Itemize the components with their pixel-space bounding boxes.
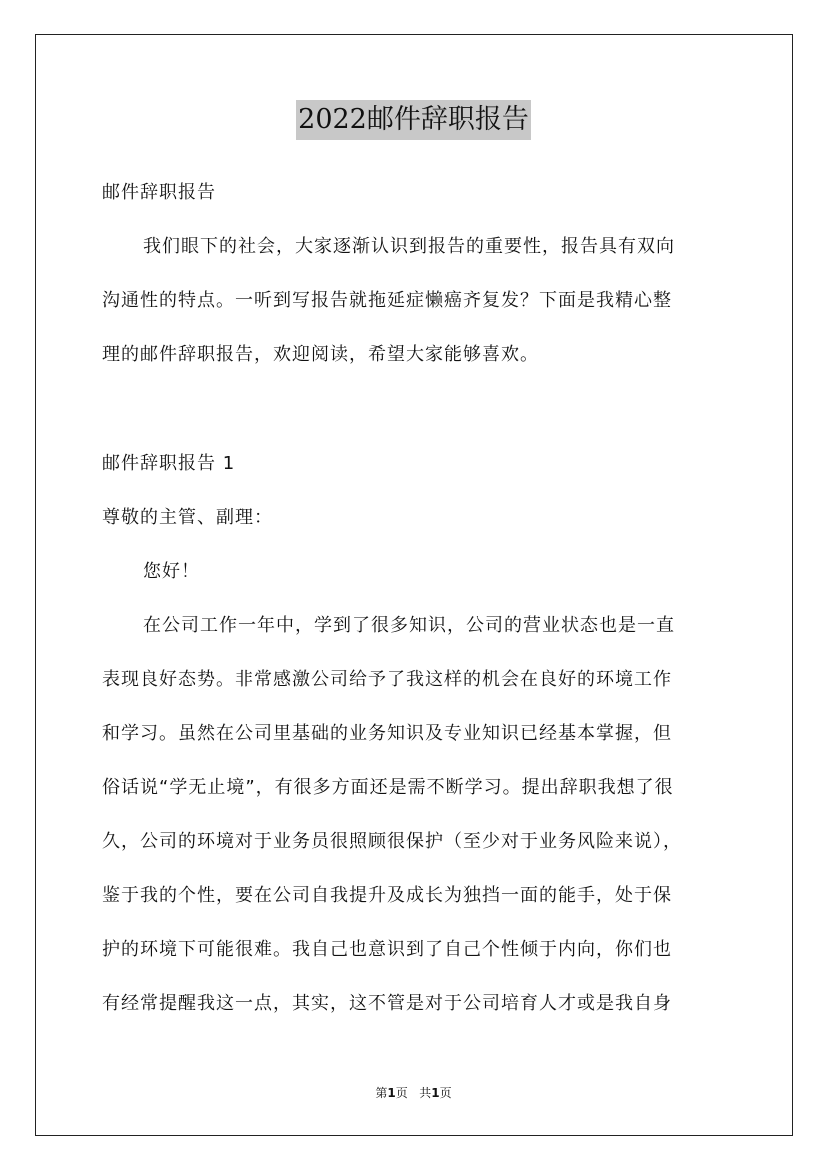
paragraph-line: 沟通性的特点。一听到写报告就拖延症懒癌齐复发？下面是我精心整 bbox=[102, 290, 672, 311]
salutation: 尊敬的主管、副理： bbox=[102, 507, 273, 528]
paragraph-line: 有经常提醒我这一点，其实，这不管是对于公司培育人才或是我自身 bbox=[102, 993, 672, 1014]
paragraph-line: 和学习。虽然在公司里基础的业务知识及专业知识已经基本掌握，但 bbox=[102, 723, 672, 744]
document-title-wrap bbox=[0, 100, 827, 140]
paragraph-line: 鉴于我的个性，要在公司自我提升及成长为独挡一面的能手，处于保 bbox=[102, 885, 672, 906]
paragraph-line: 护的环境下可能很难。我自己也意识到了自己个性倾于内向，你们也 bbox=[102, 939, 672, 960]
paragraph-line: 我们眼下的社会，大家逐渐认识到报告的重要性，报告具有双向 bbox=[143, 236, 675, 257]
document-title: 2022邮件辞职报告 bbox=[296, 100, 531, 140]
section-heading: 邮件辞职报告 bbox=[102, 182, 216, 203]
paragraph-line: 俗话说“学无止境”，有很多方面还是需不断学习。提出辞职我想了很 bbox=[102, 777, 674, 798]
paragraph-line: 久，公司的环境对于业务员很照顾很保护（至少对于业务风险来说）， bbox=[102, 831, 682, 852]
page-suffix: 页 bbox=[395, 1086, 408, 1100]
page-number: 1 bbox=[387, 1086, 396, 1100]
total-pages: 1 bbox=[431, 1086, 440, 1100]
paragraph-line: 理的邮件辞职报告，欢迎阅读，希望大家能够喜欢。 bbox=[102, 344, 539, 365]
section-heading: 邮件辞职报告 1 bbox=[102, 453, 236, 474]
total-suffix: 页 bbox=[439, 1086, 452, 1100]
page-footer bbox=[0, 1084, 827, 1101]
paragraph-line: 表现良好态势。非常感激公司给予了我这样的机会在良好的环境工作 bbox=[102, 669, 672, 690]
page-prefix: 第 bbox=[375, 1086, 388, 1100]
total-prefix: 共 bbox=[419, 1086, 432, 1100]
paragraph-line: 在公司工作一年中，学到了很多知识，公司的营业状态也是一直 bbox=[143, 615, 675, 636]
greeting: 您好！ bbox=[143, 561, 200, 582]
